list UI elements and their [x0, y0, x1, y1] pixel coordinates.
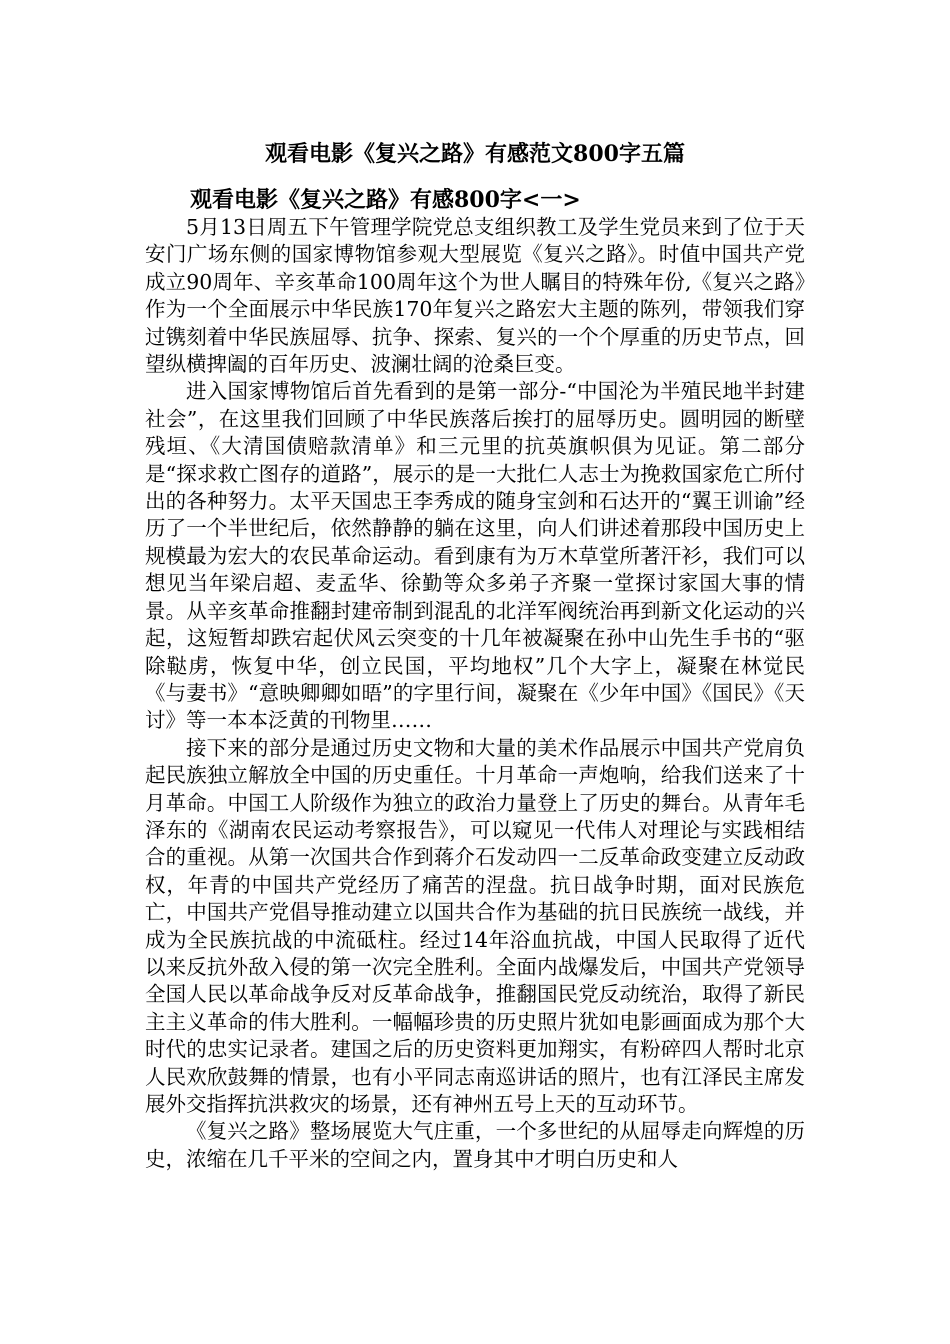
paragraph-1: 5月13日周五下午管理学院党总支组织教工及学生党员来到了位于天安门广场东侧的国家博物馆参观大型展览《复兴之路》。时值中国共产党成立90周年、辛亥革命100周年这个为世人瞩目的特殊年份,《复兴之路》作为一个全面展示中华民族170年复兴之路宏大主题的陈列，带领我们穿过镌刻着中华民族屈辱、抗争、探索、复兴的一个个厚重的历史节点，回望纵横捭阖的百年历史、波澜壮阔的沧桑巨变。 [145, 215, 805, 377]
document-title: 观看电影《复兴之路》有感范文800字五篇 [265, 141, 685, 167]
paragraph-3: 接下来的部分是通过历史文物和大量的美术作品展示中国共产党肩负起民族独立解放全中国的历史重任。十月革命一声炮响，给我们送来了十月革命。中国工人阶级作为独立的政治力量登上了历史的舞台。从青年毛泽东的《湖南农民运动考察报告》，可以窥见一代伟人对理论与实践相结合的重视。从第一次国共合作到蒋介石发动四一二反革命政变建立反动政权，年青的中国共产党经历了痛苦的涅盘。抗日战争时期，面对民族危亡，中国共产党倡导推动建立以国共合作为基础的抗日民族统一战线，并成为全民族抗战的中流砥柱。经过14年浴血抗战，中国人民取得了近代以来反抗外敌入侵的第一次完全胜利。全面内战爆发后，中国共产党领导全国人民以革命战争反对反革命战争，推翻国民党反动统治，取得了新民主主义革命的伟大胜利。一幅幅珍贵的历史照片犹如电影画面成为那个大时代的忠实记录者。建国之后的历史资料更加翔实，有粉碎四人帮时北京人民欢欣鼓舞的情景，也有小平同志南巡讲话的照片，也有江泽民主席发展外交指挥抗洪救灾的场景，还有神州五号上天的互动环节。 [145, 735, 805, 1116]
paragraph-4: 《复兴之路》整场展览大气庄重，一个多世纪的从屈辱走向辉煌的历史，浓缩在几千平米的空间之内，置身其中才明白历史和人 [145, 1119, 805, 1171]
article-body [145, 214, 805, 1173]
section-heading: 观看电影《复兴之路》有感800字<一> [190, 187, 581, 213]
paragraph-2: 进入国家博物馆后首先看到的是第一部分-“中国沦为半殖民地半封建社会”，在这里我们回顾了中华民族落后挨打的屈辱历史。圆明园的断壁残垣、《大清国债赔款清单》和三元里的抗英旗帜俱为见证。第二部分是“探求救亡图存的道路”，展示的是一大批仁人志士为挽救国家危亡所付出的各种努力。太平天国忠王李秀成的随身宝剑和石达开的“翼王训谕”经历了一个半世纪后，依然静静的躺在这里，向人们讲述着那段中国历史上规模最为宏大的农民革命运动。看到康有为万木草堂所著汗衫，我们可以想见当年梁启超、麦孟华、徐勤等众多弟子齐聚一堂探讨家国大事的情景。从辛亥革命推翻封建帝制到混乱的北洋军阀统治再到新文化运动的兴起，这短暂却跌宕起伏风云突变的十几年被凝聚在孙中山先生手书的“驱除鞑虏，恢复中华，创立民国，平均地权”几个大字上，凝聚在林觉民《与妻书》“意映卿卿如晤”的字里行间，凝聚在《少年中国》《国民》《天讨》等一本本泛黄的刊物里…… [145, 379, 805, 733]
